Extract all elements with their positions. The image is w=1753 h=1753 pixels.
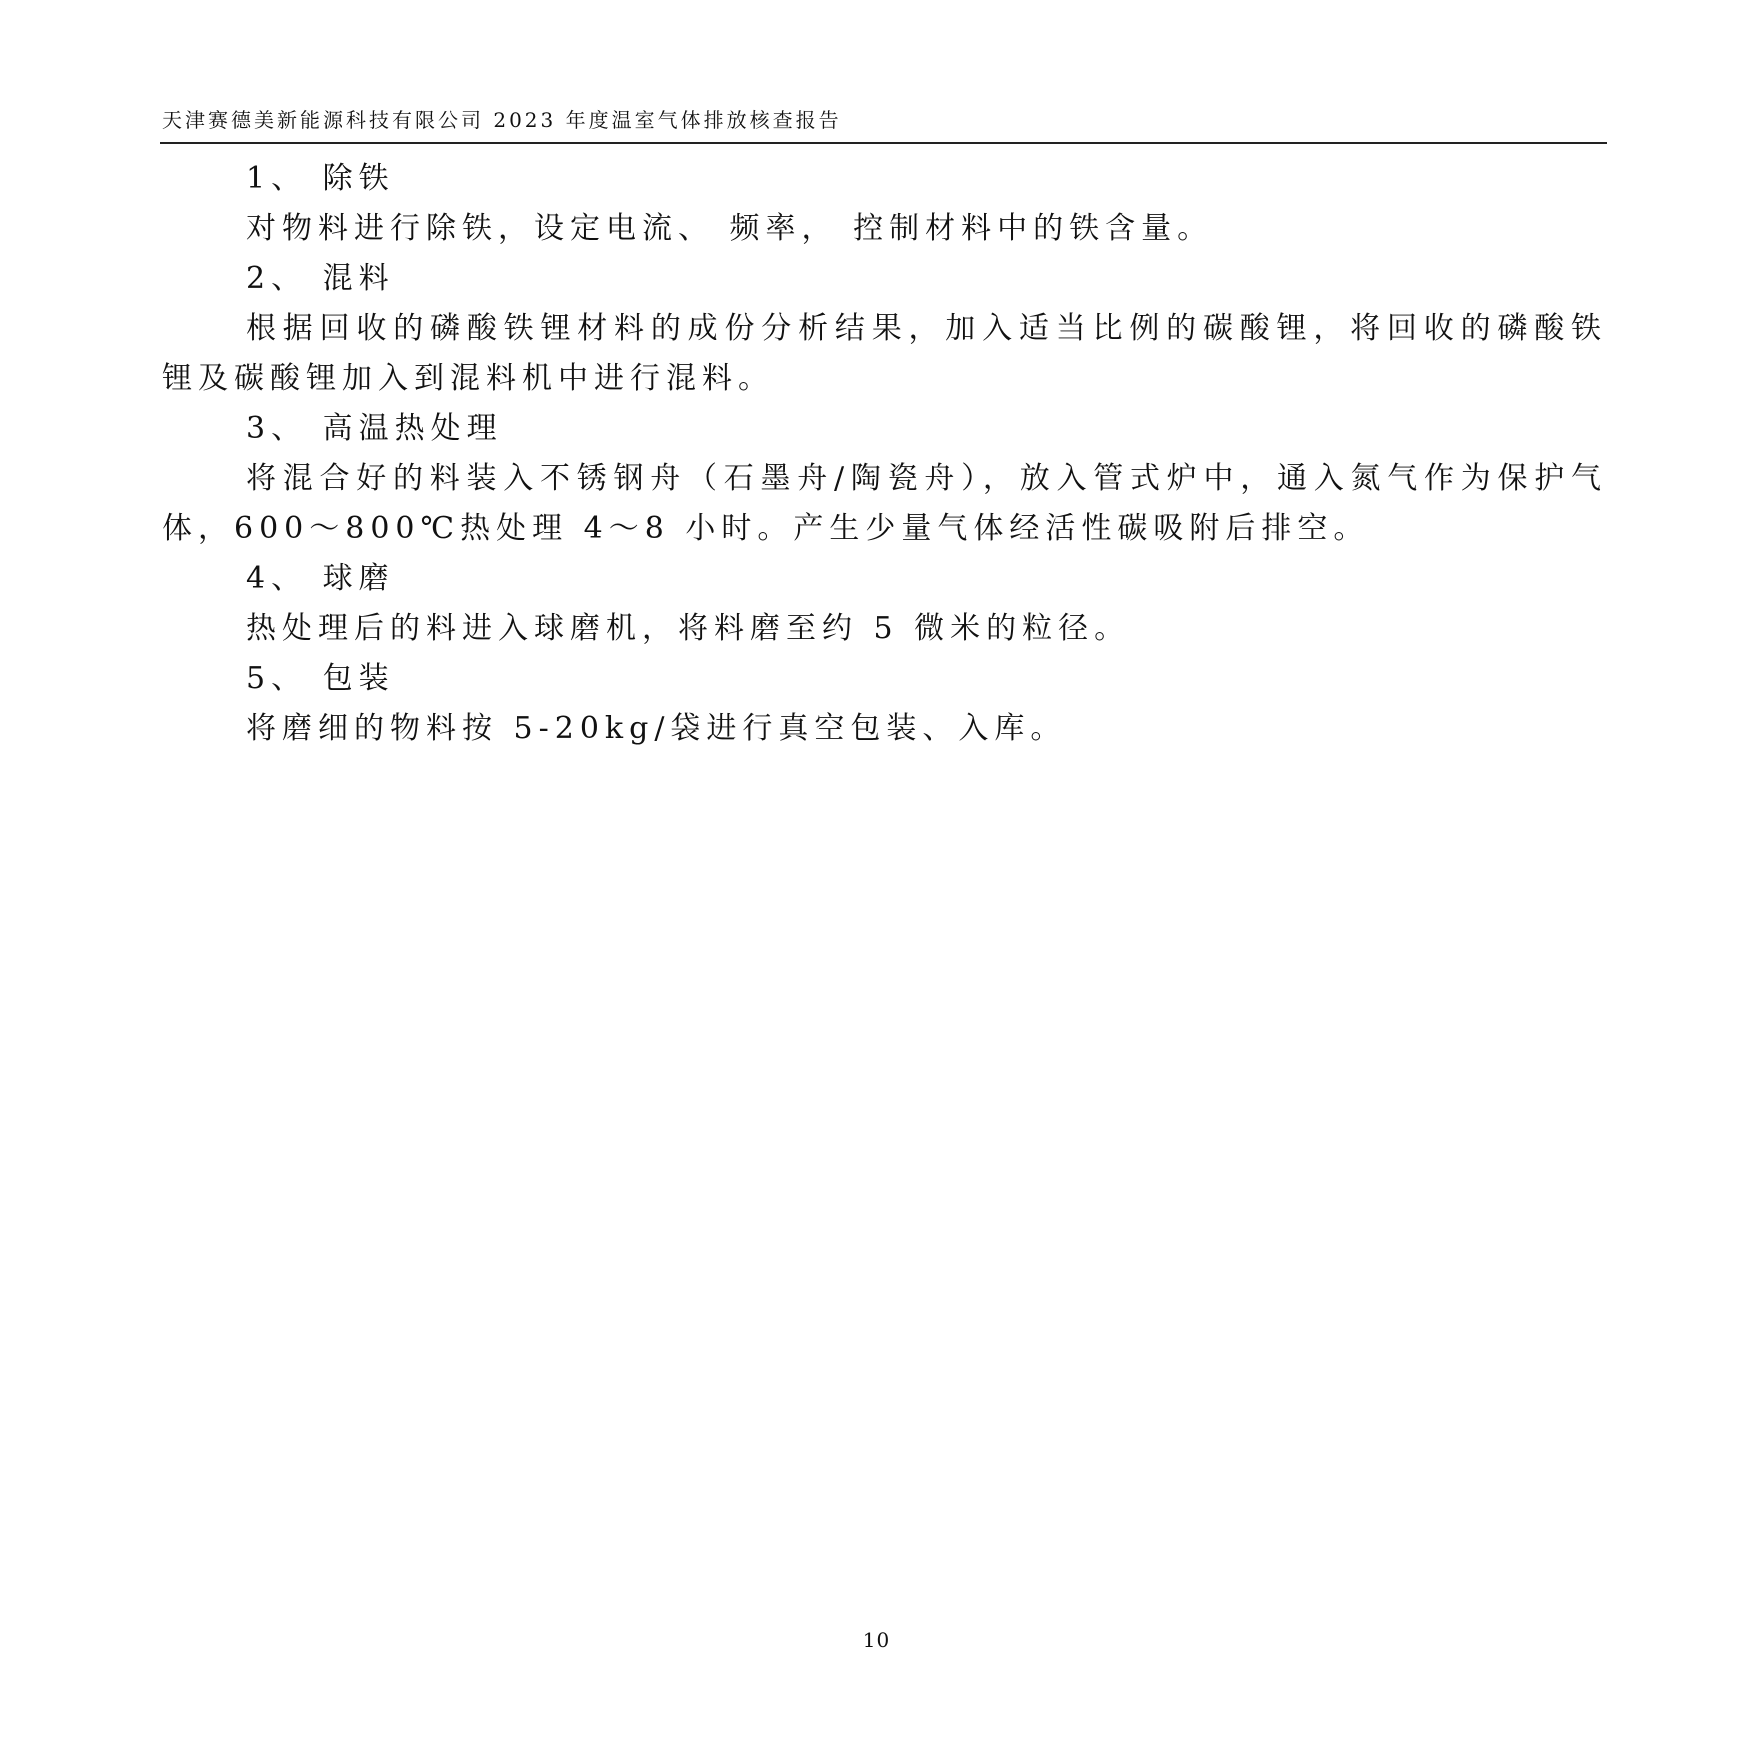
page-header: 天津赛德美新能源科技有限公司 2023 年度温室气体排放核查报告: [162, 108, 842, 132]
section-heading: 3、 高温热处理: [246, 411, 503, 446]
section-packaging: [162, 654, 1607, 754]
section-heading: 4、 球磨: [246, 561, 395, 596]
section-ball-milling: [162, 554, 1607, 654]
section-heading: 5、 包装: [246, 661, 395, 696]
section-paragraph: 将混合好的料装入不锈钢舟（石墨舟/陶瓷舟），放入管式炉中，通入氮气作为保护气体，600～800℃热处理 4～8 小时。产生少量气体经活性碳吸附后排空。: [162, 461, 1607, 546]
document-body: [162, 154, 1607, 754]
section-heading: 1、 除铁: [246, 161, 395, 196]
section-heat-treatment: [162, 404, 1607, 554]
section-paragraph: 根据回收的磷酸铁锂材料的成份分析结果，加入适当比例的碳酸锂，将回收的磷酸铁锂及碳酸锂加入到混料机中进行混料。: [162, 311, 1607, 396]
section-paragraph: 热处理后的料进入球磨机，将料磨至约 5 微米的粒径。: [246, 611, 1131, 646]
header-divider: [160, 142, 1607, 144]
page-number: 10: [862, 1628, 891, 1652]
section-heading: 2、 混料: [246, 261, 395, 296]
section-mixing: [162, 254, 1607, 404]
section-iron-removal: [162, 154, 1607, 254]
section-paragraph: 对物料进行除铁，设定电流、 频率， 控制材料中的铁含量。: [246, 211, 1214, 246]
section-paragraph: 将磨细的物料按 5-20kg/袋进行真空包装、入库。: [246, 711, 1067, 746]
